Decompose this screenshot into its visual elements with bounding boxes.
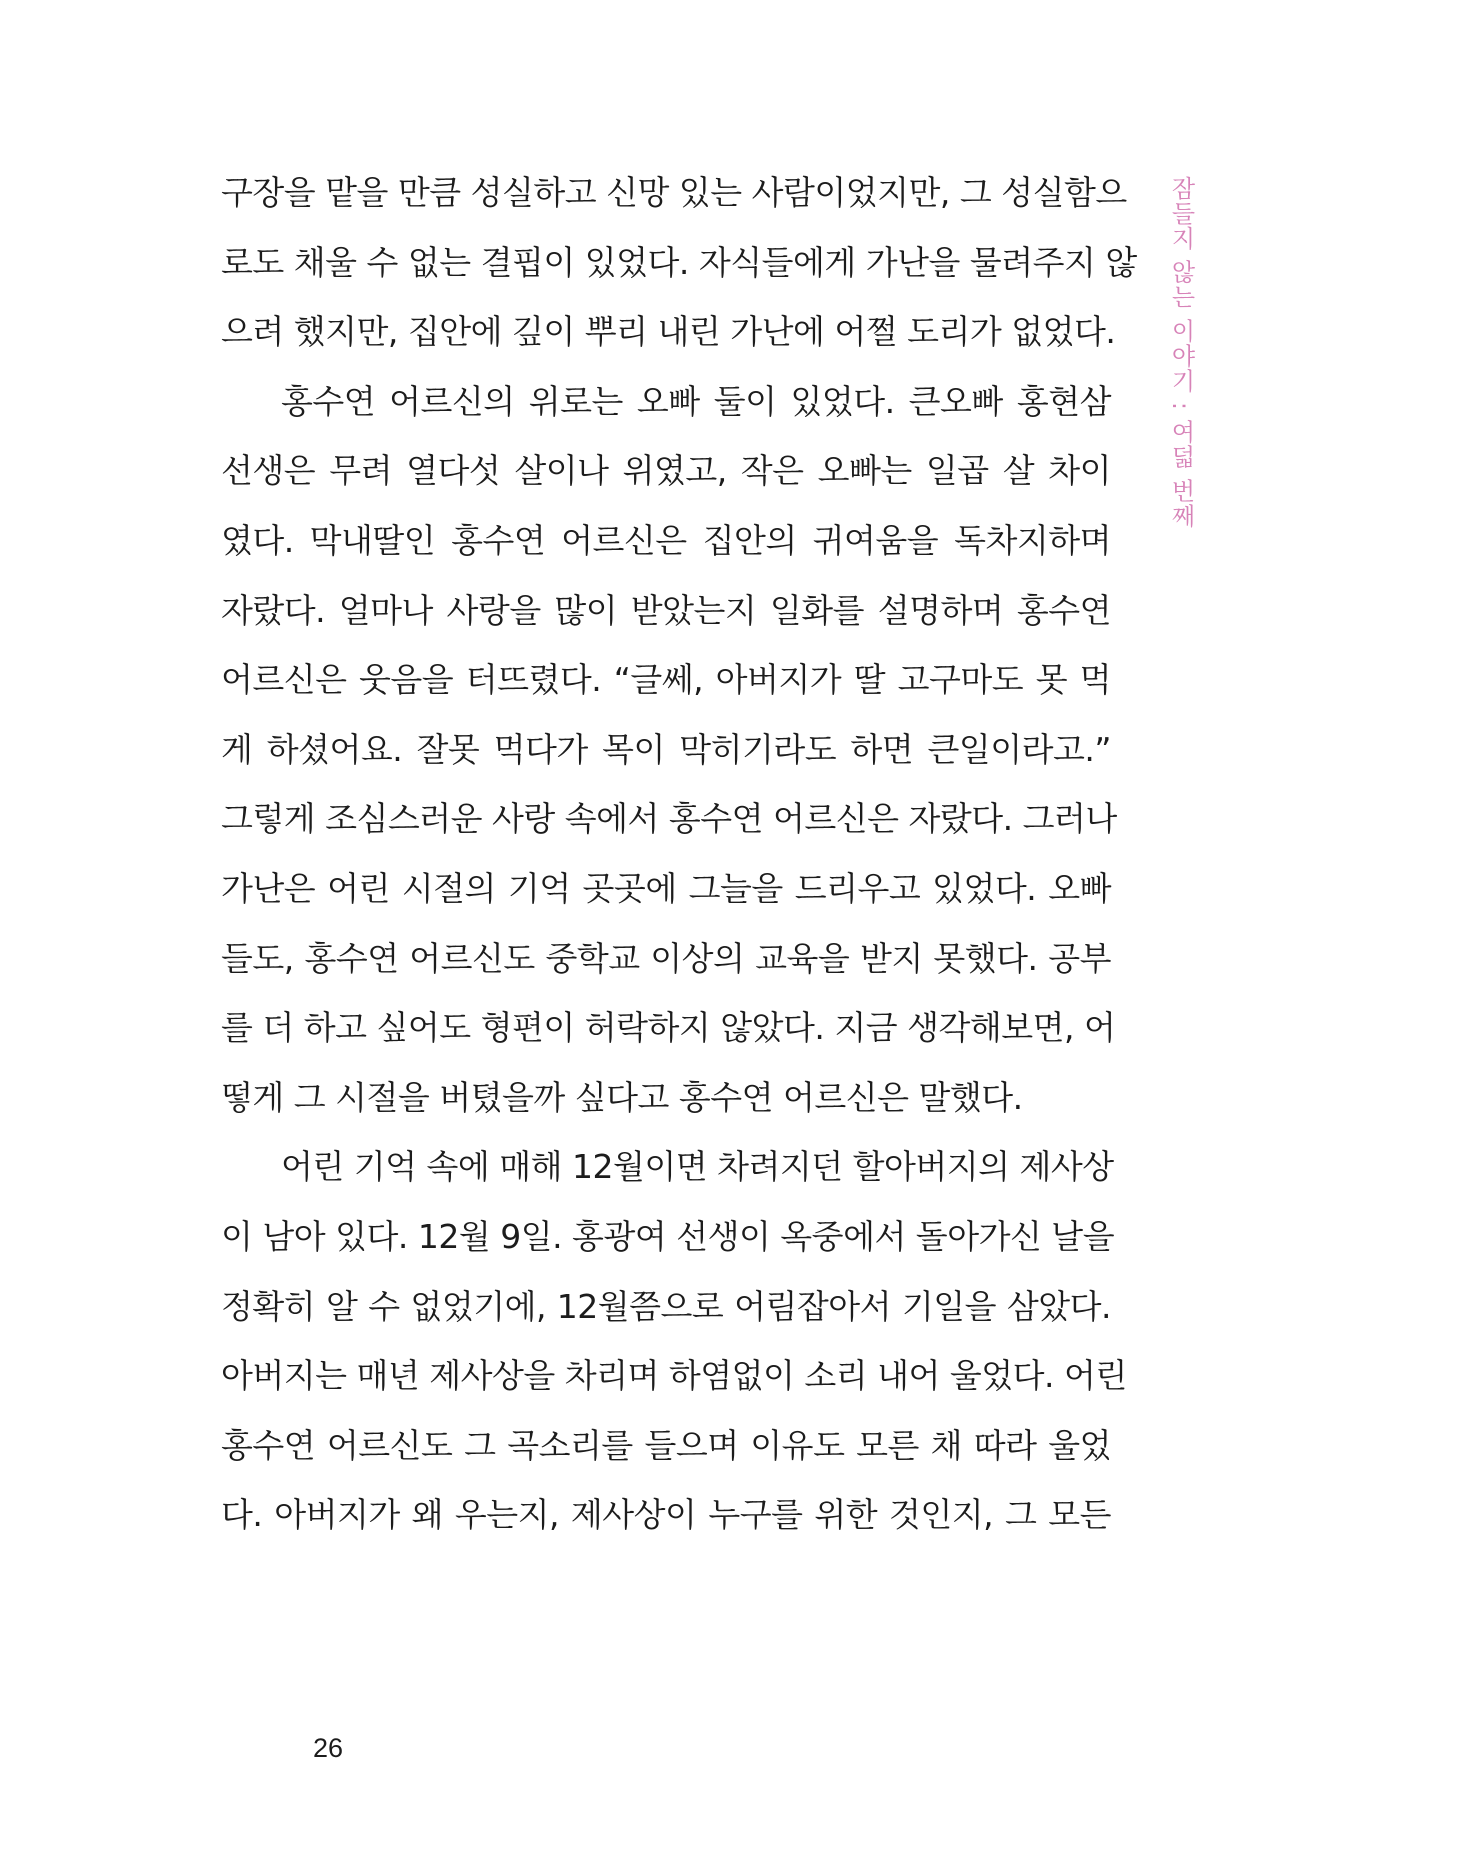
text-line: 어르신은 웃음을 터뜨렸다. “글쎄, 아버지가 딸 고구마도 못 먹: [221, 660, 1111, 700]
text-line: 구장을 맡을 만큼 성실하고 신망 있는 사람이었지만, 그 성실함으: [221, 173, 1127, 212]
running-header: 잠들지 않는 이야기 : 여덟 번째: [1167, 176, 1195, 529]
text-line: 선생은 무려 열다섯 살이나 위였고, 작은 오빠는 일곱 살 차이: [221, 451, 1111, 491]
text-line: 떻게 그 시절을 버텼을까 싶다고 홍수연 어르신은 말했다.: [221, 1077, 1023, 1117]
text-line: 으려 했지만, 집안에 깊이 뿌리 내린 가난에 어쩔 도리가 없었다.: [221, 312, 1116, 352]
text-line: 게 하셨어요. 잘못 먹다가 목이 막히기라도 하면 큰일이라고.”: [221, 729, 1111, 769]
text-line: 자랐다. 얼마나 사랑을 많이 받았는지 일화를 설명하며 홍수연: [221, 590, 1111, 630]
text-line: 들도, 홍수연 어르신도 중학교 이상의 교육을 받지 못했다. 공부: [221, 938, 1111, 978]
text-line-paragraph-start: 어린 기억 속에 매해 12월이면 차려지던 할아버지의 제사상: [281, 1147, 1114, 1187]
text-line: 를 더 하고 싶어도 형편이 허락하지 않았다. 지금 생각해보면, 어: [221, 1008, 1116, 1048]
text-line: 홍수연 어르신도 그 곡소리를 들으며 이유도 모른 채 따라 울었: [221, 1425, 1111, 1465]
text-line: 아버지는 매년 제사상을 차리며 하염없이 소리 내어 울었다. 어린: [221, 1356, 1127, 1396]
text-line: 그렇게 조심스러운 사랑 속에서 홍수연 어르신은 자랐다. 그러나: [221, 799, 1117, 839]
body-text: [221, 158, 1137, 1550]
page-number: 26: [313, 1733, 344, 1763]
text-line: 다. 아버지가 왜 우는지, 제사상이 누구를 위한 것인지, 그 모든: [221, 1495, 1111, 1535]
text-line: 였다. 막내딸인 홍수연 어르신은 집안의 귀여움을 독차지하며: [221, 520, 1111, 560]
text-line: 정확히 알 수 없었기에, 12월쯤으로 어림잡아서 기일을 삼았다.: [221, 1286, 1111, 1326]
text-line: 로도 채울 수 없는 결핍이 있었다. 자식들에게 가난을 물려주지 않: [221, 242, 1137, 282]
text-line-paragraph-start: 홍수연 어르신의 위로는 오빠 둘이 있었다. 큰오빠 홍현삼: [281, 381, 1111, 421]
text-line: 가난은 어린 시절의 기억 곳곳에 그늘을 드리우고 있었다. 오빠: [221, 868, 1111, 908]
text-line: 이 남아 있다. 12월 9일. 홍광여 선생이 옥중에서 돌아가신 날을: [221, 1216, 1115, 1256]
